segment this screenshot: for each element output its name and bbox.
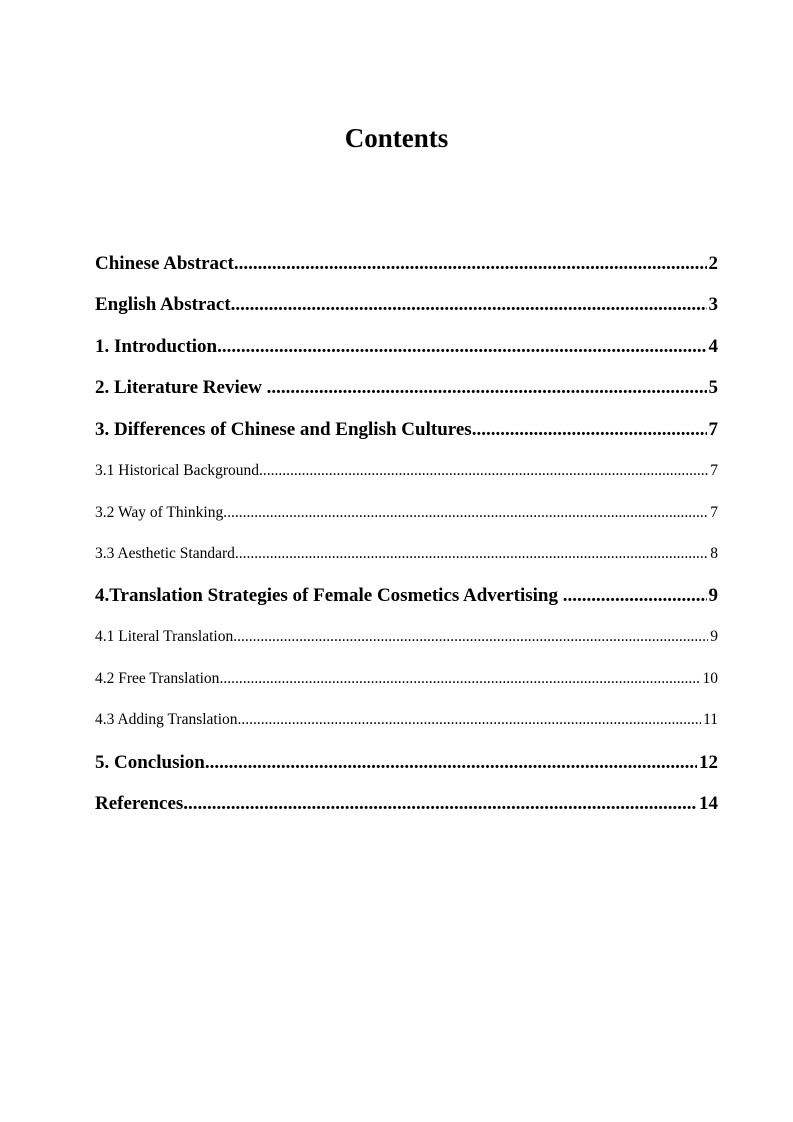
toc-entry-page: 7 [708,419,718,440]
toc-entry-title: 4.1 Literal Translation [95,628,234,645]
page-title: Contents [344,123,449,153]
toc-entry-references[interactable] [95,791,718,817]
toc-dot-leader [472,417,707,443]
toc-entry-free-translation[interactable] [95,668,718,690]
toc-entry-introduction[interactable] [95,334,718,360]
toc-entry-page: 8 [710,545,718,562]
toc-dot-leader [563,583,707,609]
toc-entry-aesthetic-standard[interactable] [95,543,718,565]
toc-entry-title: 1. Introduction [95,336,218,357]
toc-entry-historical-background[interactable] [95,460,718,482]
toc-entry-page: 5 [708,377,718,398]
toc-dot-leader [234,251,707,277]
toc-dot-leader [235,543,708,565]
toc-entry-page: 7 [710,462,718,479]
toc-entry-page: 11 [703,711,718,728]
table-of-contents [95,0,718,1122]
toc-entry-title: 5. Conclusion [95,752,205,773]
toc-entry-title: 3. Differences of Chinese and English Cultures [95,419,472,440]
toc-entry-adding-translation[interactable] [95,709,718,731]
toc-dot-leader [217,334,706,360]
toc-entry-title: Chinese Abstract [95,253,234,274]
toc-entry-chinese-abstract[interactable] [95,251,718,277]
toc-entry-page: 4 [708,336,718,357]
toc-dot-leader [231,292,707,318]
toc-entry-title: 3.2 Way of Thinking [95,504,224,521]
toc-entry-page: 9 [710,628,718,645]
toc-entry-title: English Abstract [95,294,231,315]
toc-entry-literature-review[interactable] [95,375,718,401]
toc-entry-title: 4.Translation Strategies of Female Cosmetics Advertising [95,585,563,606]
toc-entry-way-of-thinking[interactable] [95,502,718,524]
toc-entry-title: 4.3 Adding Translation [95,711,238,728]
toc-dot-leader [259,460,708,482]
toc-dot-leader [267,375,707,401]
toc-dot-leader [183,791,697,817]
toc-dot-leader [233,626,708,648]
toc-entry-page: 3 [708,294,718,315]
toc-entry-title: 3.3 Aesthetic Standard [95,545,235,562]
toc-entry-conclusion[interactable] [95,750,718,776]
toc-dot-leader [219,668,700,690]
toc-entry-page: 7 [710,504,718,521]
toc-entry-differences[interactable] [95,417,718,443]
toc-dot-leader [238,709,702,731]
toc-entry-title: 3.1 Historical Background [95,462,260,479]
toc-entry-title: 4.2 Free Translation [95,670,220,687]
toc-entry-page: 10 [702,670,718,687]
toc-entry-literal-translation[interactable] [95,626,718,648]
toc-entry-title: References [95,793,184,814]
toc-entry-page: 2 [708,253,718,274]
toc-entry-page: 14 [699,793,718,814]
toc-dot-leader [205,750,697,776]
toc-entry-translation-strategies[interactable] [95,583,718,609]
toc-entry-page: 12 [699,752,718,773]
toc-entry-title: 2. Literature Review [95,377,267,398]
toc-entry-english-abstract[interactable] [95,292,718,318]
toc-dot-leader [223,502,708,524]
toc-entry-page: 9 [708,585,718,606]
